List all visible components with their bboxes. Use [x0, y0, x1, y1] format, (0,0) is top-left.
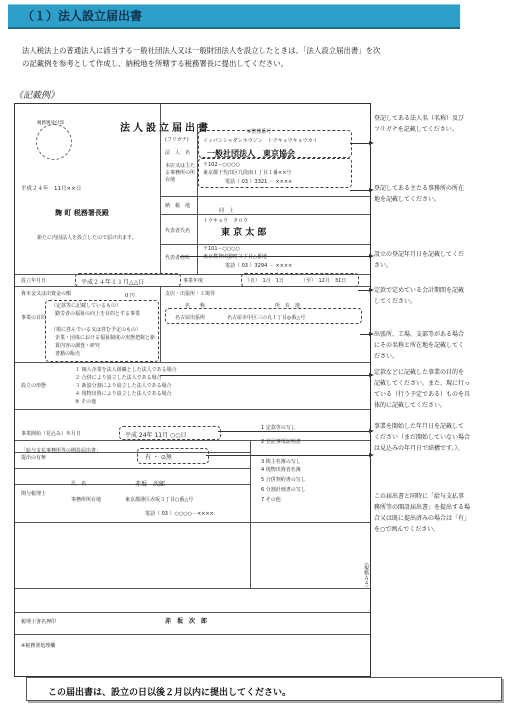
connector-arrow — [180, 256, 372, 257]
highlight-honten — [198, 158, 352, 188]
form-rule — [15, 484, 250, 485]
connector-arrow — [160, 375, 372, 376]
shiten-label: 支店・出張所・工場等 — [165, 291, 216, 297]
setsuritsu-label: 設立年月日 — [21, 278, 47, 284]
form-rule — [15, 588, 370, 589]
highlight-jigyo — [241, 273, 359, 287]
note-line: 事業を開始した年月日を記載して — [374, 423, 465, 430]
daihyo-label: 代表者氏名 — [165, 228, 191, 234]
kaishi-value: 平成 24年 11月 ○○日 — [125, 432, 187, 439]
connector-arrow — [358, 290, 372, 291]
stamp-label: 税務署受付印 — [37, 121, 64, 126]
tax-office: 麹 町 税務署長殿 — [55, 209, 109, 217]
jigyo-label: 事業年度 — [183, 278, 204, 284]
shihon-value: 0 円 — [125, 293, 135, 299]
footer-text: この届出書は、設立の日以後２月以内に提出してください。 — [48, 688, 292, 698]
genkou-line-2: 賃内容の調査・研究 — [55, 343, 101, 349]
houjin-value: 一般社団法人 東京協会 — [207, 149, 295, 158]
zeirishi-addr: 東京都港区赤坂３丁目○番△号 — [125, 497, 194, 503]
jigyo-naiyo-label: 事業の目的 — [21, 315, 47, 321]
genkou-line-1: 企業・団体における福祉制度の実態把握と新 — [55, 335, 156, 341]
form-rule — [15, 522, 370, 523]
new-note: 新たに内国法人を設立したので届け出ます。 — [37, 235, 137, 241]
zeirishi-name-label: 氏 名 — [71, 481, 87, 487]
note-kyuyo — [374, 491, 512, 535]
zeirishi-name: 赤坂 次郎 — [135, 481, 166, 488]
note-line: は見込みの年月日で結構です。）。 — [374, 445, 464, 452]
tenpu-5: 5 合併契約書の写し — [261, 477, 306, 483]
form-rule — [15, 440, 370, 441]
section-title: （１）法人設立届出書 — [22, 9, 143, 23]
note-line: 務所等の開設届出書」を提出する場 — [374, 504, 471, 511]
note-line: にその名称と所在地を記載してく — [374, 342, 465, 349]
daihyo-postal: 〒101－○○○○ — [203, 246, 240, 252]
connector-arrow — [206, 455, 372, 456]
nouzei-label: 納 税 地 — [165, 203, 191, 209]
daihyo-addr: 東京都神田錦町３丁目△番地 — [203, 254, 267, 260]
connector-arrow — [350, 143, 372, 144]
note-line: ている（行う予定である）ものを具 — [374, 391, 471, 398]
tenpu-3: 3 株主名簿の写し — [261, 459, 301, 465]
honten-address: 東京都千代田区九段南１丁目１番××号 — [203, 170, 292, 176]
form-rule — [160, 244, 370, 245]
paper-size-label: （規格Ａ４） — [363, 560, 369, 590]
keitai-1: １ 個人企業を法人組織とした法人である場合 — [75, 367, 177, 373]
example-label: 《記載例》 — [14, 91, 60, 101]
daihyo-furigana: トウキョウ タロウ — [203, 218, 249, 224]
keitai-6: ⑤ その他 — [75, 399, 97, 405]
nouzei-value: 同 上 — [219, 208, 235, 214]
highlight-mokuteki — [45, 300, 159, 362]
form-title: 法人設立届出書 — [120, 123, 211, 134]
note-mokuteki — [374, 367, 512, 411]
jigyo-to: （至） 12月 31日 — [301, 278, 347, 284]
note-line: 登記してある法人名（名称）及び — [374, 115, 465, 122]
zeirishi-sign-label: 税理士署名押印 — [21, 619, 57, 625]
intro-line-2: の記載例を参考として作成し、納税地を所轄する税務署長に提出してください。 — [22, 59, 289, 68]
note-jigyo — [374, 285, 512, 307]
note-line: 設立の登記年月日を記載してくだ — [374, 251, 465, 258]
teikan-hint: （定款等に記載しているもの） — [51, 303, 122, 309]
note-line: 定款で定めている会計期間を記載 — [374, 287, 465, 294]
seiri-label: ※整理番号 — [247, 129, 272, 135]
furigana-label: (フリガナ) — [165, 137, 189, 143]
note-line: 定款などに記載した事業の目的を — [374, 369, 465, 376]
note-kaishi — [374, 421, 512, 454]
form-rule — [15, 362, 370, 363]
highlight-kaishi — [119, 426, 221, 440]
form-rule — [15, 612, 370, 613]
note-setsuritsu — [374, 249, 512, 271]
jigyo-from: （自） 1月 1日 — [245, 278, 284, 284]
highlight-shiten — [165, 308, 362, 324]
note-line: 出張所、工場、支部等がある場合 — [374, 331, 465, 338]
form-rule — [15, 634, 370, 635]
houjin-label: 法 人 名 — [165, 150, 191, 156]
setsuritsu-value: 平成２４年１１月△△日 — [81, 279, 145, 286]
zeirishi-sign: 赤 坂 次 郎 — [165, 618, 208, 625]
shiten-addr: 名古屋市中区三の丸１丁目◎番△号 — [227, 315, 306, 321]
keitai-2: ２ 合併により設立した法人である場合 — [75, 375, 162, 381]
note-line: 記載してください。また、現に行っ — [374, 380, 471, 387]
shiten-addr-header: 所 在 地 — [275, 303, 301, 309]
note-line: を○で囲んでください。 — [374, 526, 440, 533]
note-line: さい。 — [374, 262, 393, 269]
honten-phone: 電話（ 03 ）3321 － ×××× — [225, 179, 293, 185]
keitai-3: ３ 新設分割により設立した法人である場合 — [75, 383, 172, 389]
kyuyo-label: 「給与支払事務所等の開設届出書」提出の有無 — [21, 448, 102, 461]
note-honten — [374, 183, 512, 205]
honten-postal: 〒102－○○○○ — [203, 162, 240, 168]
intro-line-1: 法人税法上の普通法人に該当する一般社団法人又は一般財団法人を設立したときは、「法人設立届出書」を次 — [22, 46, 381, 55]
form-rule-v — [250, 440, 251, 588]
connector-arrow — [218, 431, 372, 432]
daihyo-value: 東 京 太 郎 — [221, 228, 267, 238]
daihyo-phone: 電話（ 03 ）3294 － ×××× — [225, 263, 293, 269]
mokuteki-value: 勤労者の福祉の向上を目的とする事業 — [55, 311, 141, 317]
tenpu-2: 2 登記事項証明書 — [261, 439, 301, 445]
note-houjin — [374, 113, 512, 135]
shiten-name: 名古屋出張所 — [175, 315, 206, 321]
note-line: この届出書と同時に「給与支払事 — [374, 493, 465, 500]
honten-label: 本店又は主たる事務所の所在地 — [165, 163, 196, 183]
form-rule — [160, 196, 370, 197]
tenpu-6: 6 分割計画書の写し — [261, 487, 306, 493]
keitai-4: ４ 現物出資により設立した法人である場合 — [75, 391, 172, 397]
highlight-houjin — [198, 130, 352, 158]
note-line: ださい。 — [374, 353, 399, 360]
submit-date: 平成２４年 11月××日 — [21, 186, 82, 192]
note-shiten — [374, 329, 512, 362]
shiten-name-header: 名 称 — [185, 303, 206, 309]
zeirishi-phone: 電話（ 03 ）○○○○－×××× — [145, 511, 214, 517]
kanrei-label: ※税務署処理欄 — [21, 643, 56, 649]
note-line: 登記してある主たる事務所の所在 — [374, 185, 465, 192]
note-line: フリガナを記載してください。 — [374, 126, 458, 133]
tenpu-7: 7 その他 — [261, 497, 281, 503]
note-line: 合又は既に提出済みの場合は「有」 — [374, 515, 471, 522]
zeirishi-label: 関与税理士 — [21, 491, 47, 497]
note-line: 体的に記載してください。 — [374, 402, 447, 409]
daihyo-addr-label: 代表者住所 — [165, 255, 191, 261]
zeirishi-addr-label: 事務所所在地 — [71, 497, 102, 503]
furigana-value: イッパンシャダンホウジン トウキョウキョウカイ — [203, 138, 318, 144]
connector-arrow — [350, 190, 372, 191]
keitai-label: 設立の形態 — [21, 383, 47, 389]
shihon-label: 資本金又は出資金の額 — [21, 291, 72, 297]
note-line: してください。 — [374, 298, 417, 305]
kyuyo-value: 有 ・ ⊙無 — [145, 454, 172, 461]
intro-text — [22, 44, 500, 70]
form-rule — [15, 468, 250, 469]
form-rule — [15, 409, 370, 410]
genkou-hint: （現に営んでいる又は営む予定のもの） — [51, 327, 142, 333]
form-sheet — [14, 103, 371, 677]
highlight-kyuyo — [137, 448, 209, 464]
note-line: ください（まだ開始していない場合 — [374, 434, 471, 441]
tenpu-4: 4 現物出資者名簿 — [261, 467, 301, 473]
genkou-line-3: 書籍の販売 — [55, 351, 81, 357]
kaishi-label: 事業開始（見込み）年月日 — [21, 431, 82, 437]
reception-stamp-icon — [36, 124, 72, 160]
form-rule-v — [160, 286, 161, 362]
connector-arrow — [360, 334, 372, 335]
form-rule — [160, 214, 370, 215]
highlight-setsuritsu — [75, 273, 181, 287]
tenpu-1: 1 定款等の写し — [261, 425, 296, 431]
note-line: 地を記載してください。 — [374, 196, 441, 203]
